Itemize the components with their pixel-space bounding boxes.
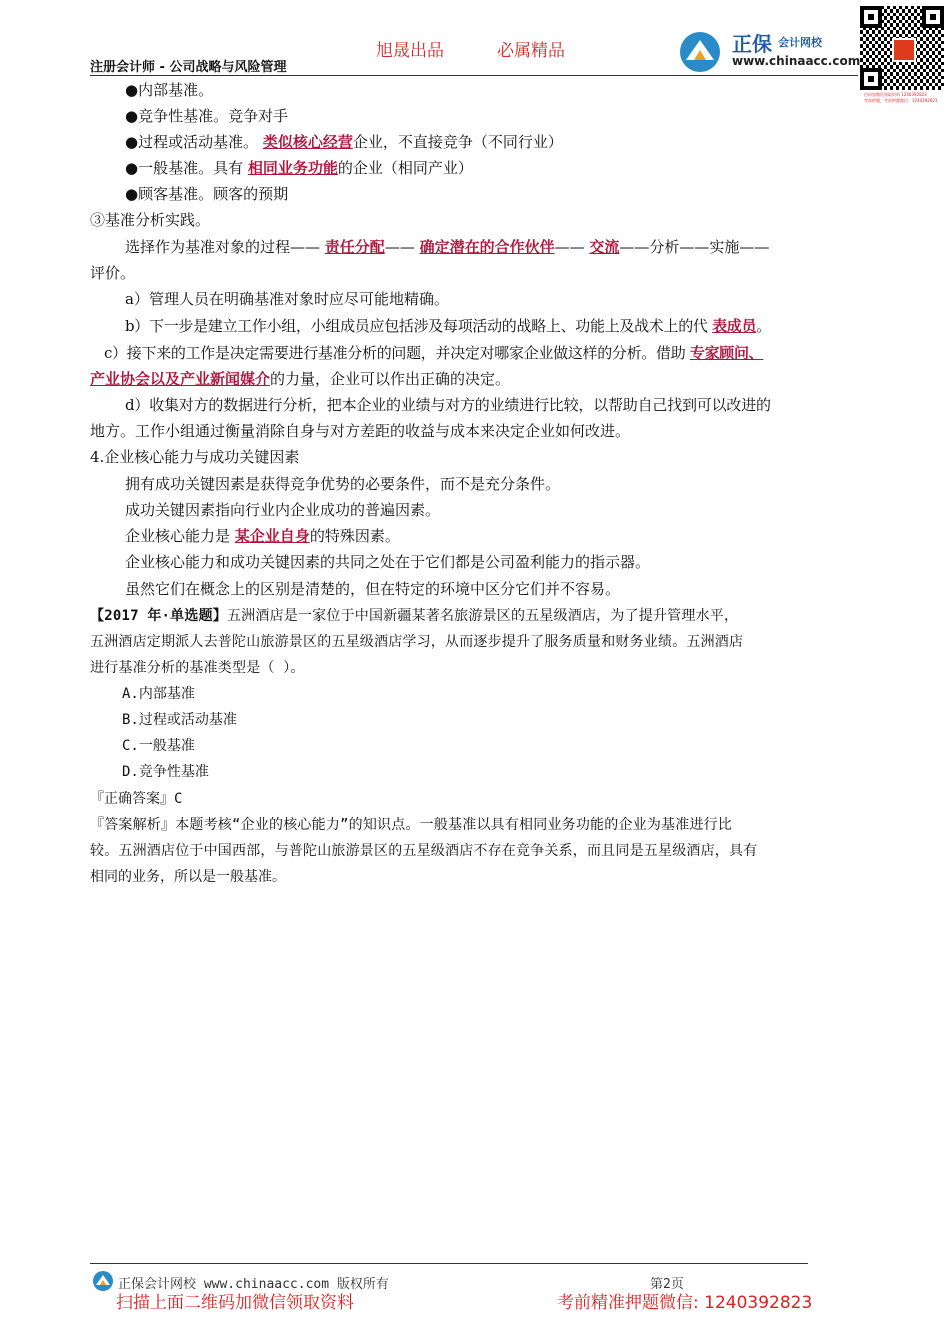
body-line: 虽然它们在概念上的区别是清楚的，但在特定的环境中区分它们并不容易。 <box>125 580 621 598</box>
question-stem: 进行基准分析的基准类型是（ ）。 <box>90 660 305 676</box>
text: b）下一步是建立工作小组，小组成员应包括涉及每项活动的战略上、功能上及战术上的代 <box>125 317 708 335</box>
keyword-highlight: 产业协会以及产业新闻媒介 <box>90 370 271 388</box>
page-number: 第2页 <box>650 1277 684 1292</box>
text: 。 <box>756 317 771 335</box>
text: 企业，不直接竞争（不同行业） <box>352 133 563 151</box>
body-line: ●顾客基准。顾客的预期 <box>125 185 289 203</box>
question-stem: 五洲酒店定期派人去普陀山旅游景区的五星级酒店学习，从而逐步提升了服务质量和财务业绩。五洲酒店 <box>90 634 744 650</box>
body-line: 评价。 <box>90 264 136 282</box>
logo-title: 正保 <box>732 32 772 56</box>
logo-subtitle: 会计网校 <box>778 36 822 49</box>
keyword-highlight: 类似核心经营 <box>262 133 353 151</box>
text: —— <box>554 238 585 256</box>
footer-copyright: 正保会计网校 www.chinaacc.com 版权所有 <box>118 1277 389 1292</box>
option-a: A.内部基准 <box>122 686 195 702</box>
body-line: ●竞争性基准。竞争对手 <box>125 107 289 125</box>
body-line <box>125 132 563 152</box>
qr-code <box>860 6 944 90</box>
body-line: 成功关键因素指向行业内企业成功的普遍因素。 <box>125 501 441 519</box>
keyword-highlight: 某企业自身 <box>234 527 310 545</box>
body-line: ●内部基准。 <box>125 81 214 99</box>
body-line: 企业核心能力和成功关键因素的共同之处在于它们都是公司盈利能力的指示器。 <box>125 553 651 571</box>
logo-emblem-icon <box>676 30 724 74</box>
text: 的力量，企业可以作出正确的决定。 <box>270 370 511 388</box>
qr-center-badge-icon <box>892 38 916 62</box>
body-line <box>125 316 771 336</box>
text: 的企业（相同产业） <box>337 159 473 177</box>
text: c）接下来的工作是决定需要进行基准分析的问题，并决定对哪家企业做这样的分析。借助 <box>104 344 686 362</box>
keyword-highlight: 相同业务功能 <box>247 159 338 177</box>
logo-url: www.chinaacc.com <box>732 54 861 68</box>
keyword-highlight: 专家顾问、 <box>689 344 764 362</box>
option-d: D.竞争性基准 <box>122 764 209 780</box>
chinaacc-logo[interactable] <box>676 28 861 74</box>
text: 选择作为基准对象的过程—— <box>125 238 321 256</box>
correct-answer: 『正确答案』C <box>90 791 183 807</box>
body-line: d）收集对方的数据进行分析，把本企业的业绩与对方的业绩进行比较，以帮助自己找到可以改进的 <box>125 396 771 414</box>
text: 的特殊因素。 <box>309 527 400 545</box>
body-line <box>125 526 400 546</box>
body-line <box>90 369 510 389</box>
footer-promo-right[interactable]: 考前精准押题微信: 1240392823 <box>557 1293 813 1313</box>
keyword-highlight: 表成员 <box>712 317 757 335</box>
keyword-highlight: 交流 <box>589 238 620 256</box>
body-line: 地方。工作小组通过衡量消除自身与对方差距的收益与成本来决定企业如何改进。 <box>90 422 631 440</box>
body-line <box>125 237 769 257</box>
text: 五洲酒店是一家位于中国新疆某著名旅游景区的五星级酒店，为了提升管理水平， <box>226 608 739 624</box>
text: 企业核心能力是 <box>125 527 231 545</box>
keyword-highlight: 确定潜在的合作伙伴 <box>419 238 555 256</box>
section-heading: 4.企业核心能力与成功关键因素 <box>90 448 300 466</box>
option-c: C.一般基准 <box>122 738 195 754</box>
qr-caption-2: 考前押题，考前押题微信：1240392823 <box>864 98 938 103</box>
keyword-highlight: 责任分配 <box>324 238 385 256</box>
question-tag: 【2017 年·单选题】 <box>90 608 227 624</box>
text: —— <box>384 238 415 256</box>
body-line <box>104 343 763 363</box>
header-rule <box>90 75 858 76</box>
footer-rule <box>90 1263 808 1264</box>
section-heading: ③基准分析实践。 <box>90 211 211 229</box>
qr-caption-1: 扫码加微信领取资料 1240392823 <box>864 92 927 97</box>
option-b: B.过程或活动基准 <box>122 712 237 728</box>
text: ●过程或活动基准。 <box>125 133 259 151</box>
body-line: 拥有成功关键因素是获得竞争优势的必要条件，而不是充分条件。 <box>125 475 561 493</box>
course-title: 注册会计师 - 公司战略与风险管理 <box>90 60 287 75</box>
question-stem <box>90 606 738 626</box>
header-slogan-left: 旭晟出品 <box>376 41 444 61</box>
answer-explanation: 相同的业务，所以是一般基准。 <box>90 869 286 885</box>
footer-logo-icon <box>92 1270 114 1292</box>
text: ●一般基准。具有 <box>125 159 244 177</box>
body-line: a）管理人员在明确基准对象时应尽可能地精确。 <box>125 290 449 308</box>
header-slogan-right: 必属精品 <box>497 41 565 61</box>
body-line <box>125 158 473 178</box>
footer-promo-left[interactable]: 扫描上面二维码加微信领取资料 <box>116 1293 354 1313</box>
answer-explanation: 『答案解析』本题考核“企业的核心能力”的知识点。一般基准以具有相同业务功能的企业为基准进行比 <box>90 817 733 833</box>
text: ——分析——实施—— <box>619 238 770 256</box>
answer-explanation: 较。五洲酒店位于中国西部，与普陀山旅游景区的五星级酒店不存在竞争关系，而且同是五星级酒店，具有 <box>90 843 758 859</box>
